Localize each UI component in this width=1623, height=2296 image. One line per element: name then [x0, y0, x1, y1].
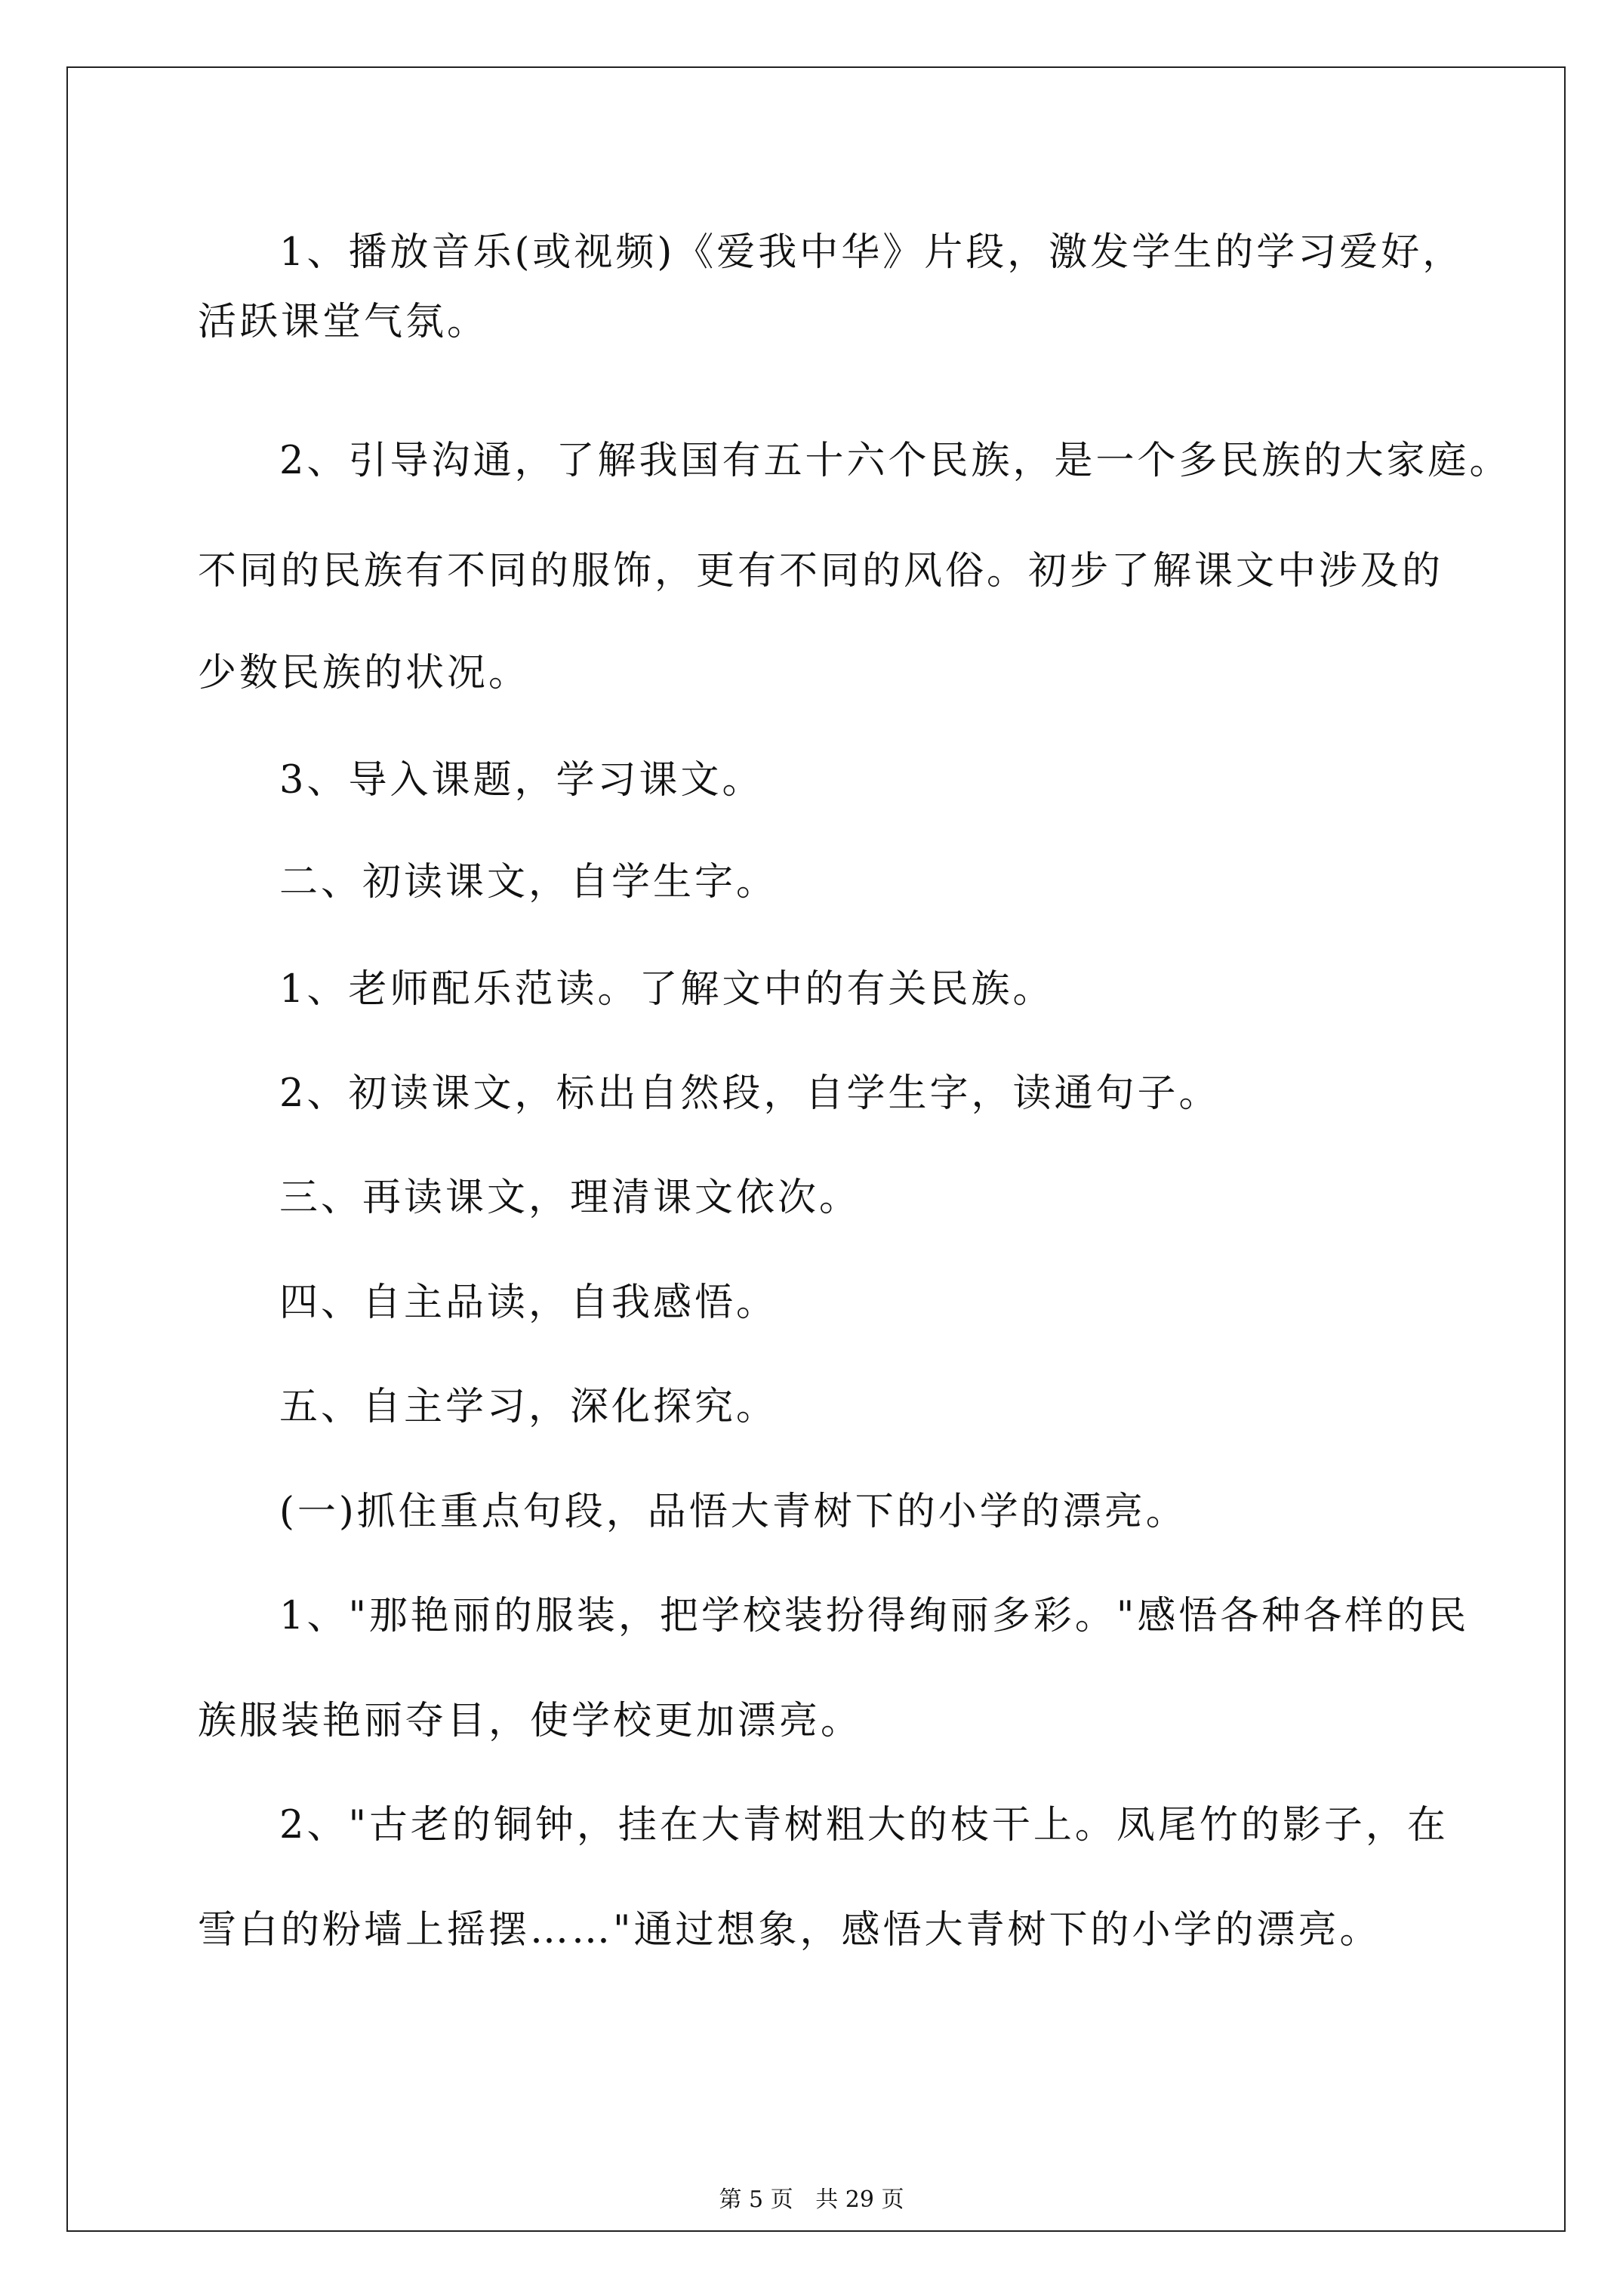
text-line: 1、老师配乐范读。了解文中的有关民族。: [279, 967, 1055, 1012]
text-line: 活跃课堂气氛。: [198, 300, 489, 344]
text-line: 少数民族的状况。: [198, 651, 531, 695]
text-line: 2、引导沟通，了解我国有五十六个民族，是一个多民族的大家庭。: [279, 439, 1511, 483]
text-line: 二、初读课文，自学生字。: [279, 860, 778, 905]
text-line: (一)抓住重点句段，品悟大青树下的小学的漂亮。: [279, 1490, 1187, 1534]
text-line: 1、"那艳丽的服装，把学校装扮得绚丽多彩。"感悟各种各样的民: [279, 1594, 1470, 1638]
text-line: 雪白的粉墙上摇摆……"通过想象，感悟大青树下的小学的漂亮。: [198, 1908, 1381, 1952]
page-total: 共 29 页: [815, 2187, 904, 2213]
text-line: 族服装艳丽夺目，使学校更加漂亮。: [198, 1699, 863, 1743]
text-line: 1、播放音乐(或视频)《爱我中华》片段，激发学生的学习爱好，: [279, 230, 1464, 275]
page-footer: [0, 2187, 1623, 2214]
text-line: 2、初读课文，标出自然段，自学生字，读通句子。: [279, 1071, 1221, 1116]
text-line: 三、再读课文，理清课文依次。: [279, 1176, 861, 1220]
text-line: 五、自主学习，深化探究。: [279, 1385, 778, 1429]
text-line: 四、自主品读，自我感悟。: [279, 1281, 778, 1325]
text-line: 3、导入课题，学习课文。: [279, 758, 764, 803]
page-number: 第 5 页: [719, 2187, 793, 2213]
text-line: 2、"古老的铜钟，挂在大青树粗大的枝干上。凤尾竹的影子，在: [279, 1803, 1449, 1848]
text-line: 不同的民族有不同的服饰，更有不同的风俗。初步了解课文中涉及的: [198, 549, 1444, 593]
page-border: [66, 66, 1566, 2232]
